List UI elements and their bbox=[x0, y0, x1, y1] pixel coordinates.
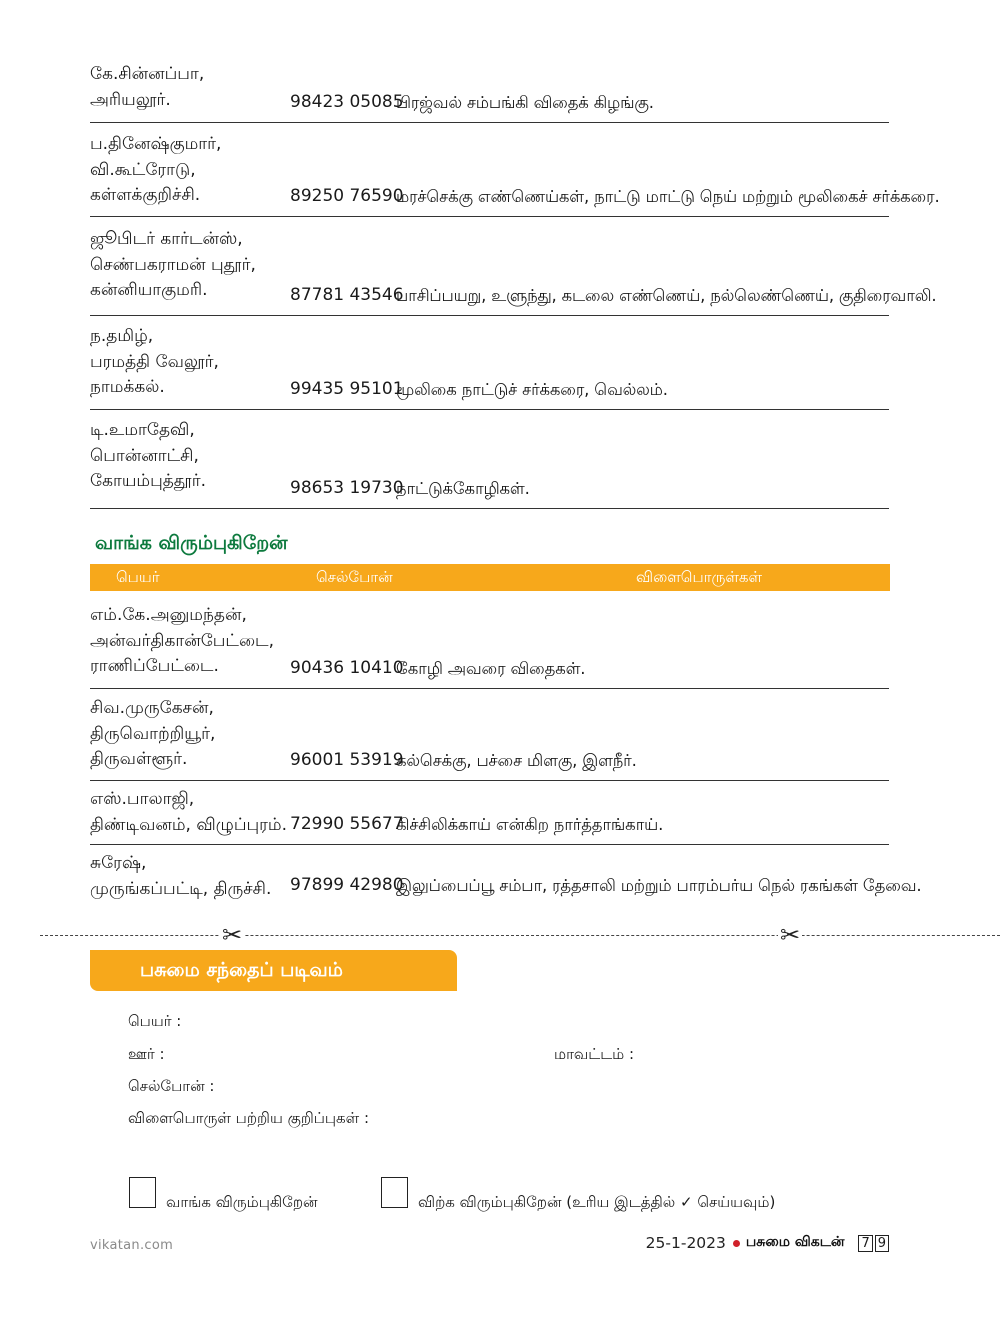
list-item bbox=[90, 596, 889, 689]
list-item bbox=[90, 845, 922, 905]
name-line: எஸ்.பாலாஜி, bbox=[90, 789, 195, 809]
name-line: ந.தமிழ், bbox=[90, 326, 154, 346]
name-line: பரமத்தி வேலூர், bbox=[90, 351, 219, 372]
person-name bbox=[90, 227, 290, 304]
person-name bbox=[90, 132, 290, 209]
scissors-icon: ✂ bbox=[222, 921, 243, 949]
list-item bbox=[90, 316, 889, 410]
person-name bbox=[90, 324, 290, 401]
buyer-list bbox=[90, 596, 922, 905]
list-item bbox=[90, 217, 937, 316]
person-name bbox=[90, 418, 290, 495]
header-product: விளைபொருள்கள் bbox=[636, 568, 763, 586]
seller-list bbox=[90, 60, 940, 509]
name-line: சிவ.முருகேசன், bbox=[90, 698, 214, 718]
buy-section-title: வாங்க விரும்புகிறேன் bbox=[95, 532, 288, 554]
name-line: கள்ளக்குறிச்சி. bbox=[90, 185, 201, 205]
district-field-label: மாவட்டம் : bbox=[554, 1045, 635, 1063]
person-name bbox=[90, 696, 290, 773]
name-line: ராணிப்பேட்டை. bbox=[90, 656, 219, 676]
phone-number: 97899 42980 bbox=[290, 874, 404, 895]
person-name bbox=[90, 603, 290, 680]
product-text: கிச்சிலிக்காய் என்கிற நார்த்தாங்காய். bbox=[396, 814, 664, 834]
buy-checkbox[interactable] bbox=[129, 1177, 156, 1208]
name-line: கோயம்புத்தூர். bbox=[90, 471, 207, 491]
phone-number: 98423 05085 bbox=[290, 91, 404, 112]
product-text: பாசிப்பயறு, உளுந்து, கடலை எண்ணெய், நல்லெண்ணெய், குதிரைவாலி. bbox=[396, 285, 937, 305]
page-digit: 9 bbox=[875, 1235, 889, 1252]
person-name bbox=[90, 62, 290, 113]
product-text: கோழி அவரை விதைகள். bbox=[396, 658, 586, 678]
name-line: டி.உமாதேவி, bbox=[90, 420, 195, 440]
phone-number: 87781 43546 bbox=[290, 284, 404, 305]
header-phone: செல்போன் bbox=[316, 568, 393, 586]
name-line: திண்டிவனம், விழுப்புரம். bbox=[90, 814, 288, 835]
name-line: திருவொற்றியூர், bbox=[90, 723, 216, 744]
product-text: மரச்செக்கு எண்ணெய்கள், நாட்டு மாட்டு நெய் மற்றும் மூலிகைச் சர்க்கரை. bbox=[396, 186, 940, 206]
form-banner bbox=[90, 950, 457, 991]
product-text: மூலிகை நாட்டுச் சர்க்கரை, வெல்லம். bbox=[396, 379, 668, 399]
name-line: ப.தினேஷ்குமார், bbox=[90, 134, 222, 154]
list-item bbox=[90, 689, 889, 781]
footer-info bbox=[646, 1234, 889, 1252]
website-url: vikatan.com bbox=[90, 1238, 174, 1253]
product-text: இலுப்பைப்பூ சம்பா, ரத்தசாலி மற்றும் பாரம்பர்ய நெல் ரகங்கள் தேவை. bbox=[396, 875, 922, 895]
name-line: கே.சின்னப்பா, bbox=[90, 64, 205, 84]
name-line: அன்வர்திகான்பேட்டை, bbox=[90, 630, 274, 651]
name-line: ஜூபிடர் கார்டன்ஸ், bbox=[90, 229, 243, 249]
name-line: கன்னியாகுமரி. bbox=[90, 280, 208, 300]
product-text: பிரஜ்வல் சம்பங்கி விதைக் கிழங்கு. bbox=[396, 92, 654, 112]
magazine-name: பசுமை விகடன் bbox=[745, 1234, 845, 1250]
list-item bbox=[90, 410, 889, 509]
list-item bbox=[90, 781, 889, 845]
village-field-label: ஊர் : bbox=[128, 1045, 165, 1063]
phone-number: 90436 10410 bbox=[290, 657, 404, 678]
sell-checkbox[interactable] bbox=[381, 1177, 408, 1208]
buy-table-header bbox=[90, 564, 890, 591]
name-line: திருவள்ளூர். bbox=[90, 749, 188, 769]
name-field-label: பெயர் : bbox=[128, 1012, 182, 1030]
buy-option-label: வாங்க விரும்புகிறேன் bbox=[166, 1193, 318, 1211]
product-text: கல்செக்கு, பச்சை மிளகு, இளநீர். bbox=[396, 750, 637, 770]
name-line: எம்.கே.அனுமந்தன், bbox=[90, 605, 247, 625]
name-line: வி.கூட்ரோடு, bbox=[90, 159, 196, 180]
page-digit: 7 bbox=[858, 1235, 872, 1252]
phone-number: 98653 19730 bbox=[290, 477, 404, 498]
product-text: நாட்டுக்கோழிகள். bbox=[396, 478, 530, 498]
name-line: நாமக்கல். bbox=[90, 377, 165, 397]
name-line: சுரேஷ், bbox=[90, 853, 147, 873]
header-name: பெயர் bbox=[116, 568, 160, 586]
phone-number: 72990 55677 bbox=[290, 813, 404, 834]
scissors-icon: ✂ bbox=[780, 921, 801, 949]
name-line: முருங்கப்பட்டி, திருச்சி. bbox=[90, 878, 272, 899]
list-item bbox=[90, 60, 889, 123]
notes-field-label: விளைபொருள் பற்றிய குறிப்புகள் : bbox=[128, 1109, 370, 1127]
bullet-dot-icon bbox=[733, 1240, 740, 1247]
person-name bbox=[90, 787, 290, 838]
page-number bbox=[856, 1235, 889, 1252]
phone-number: 96001 53919 bbox=[290, 749, 404, 770]
name-line: பொன்னாட்சி, bbox=[90, 445, 199, 466]
phone-number: 99435 95101 bbox=[290, 378, 404, 399]
name-line: அரியலூர். bbox=[90, 89, 171, 110]
phone-field-label: செல்போன் : bbox=[128, 1077, 215, 1095]
name-line: செண்பகராமன் புதூர், bbox=[90, 254, 256, 275]
cut-line bbox=[40, 935, 1000, 936]
phone-number: 89250 76590 bbox=[290, 185, 404, 206]
list-item bbox=[90, 123, 940, 217]
person-name bbox=[90, 851, 290, 902]
sell-option-label: விற்க விரும்புகிறேன் (உரிய இடத்தில் ✓ செய்யவும்) bbox=[418, 1193, 776, 1211]
issue-date: 25-1-2023 bbox=[645, 1234, 726, 1252]
form-title: பசுமை சந்தைப் படிவம் bbox=[140, 959, 343, 981]
